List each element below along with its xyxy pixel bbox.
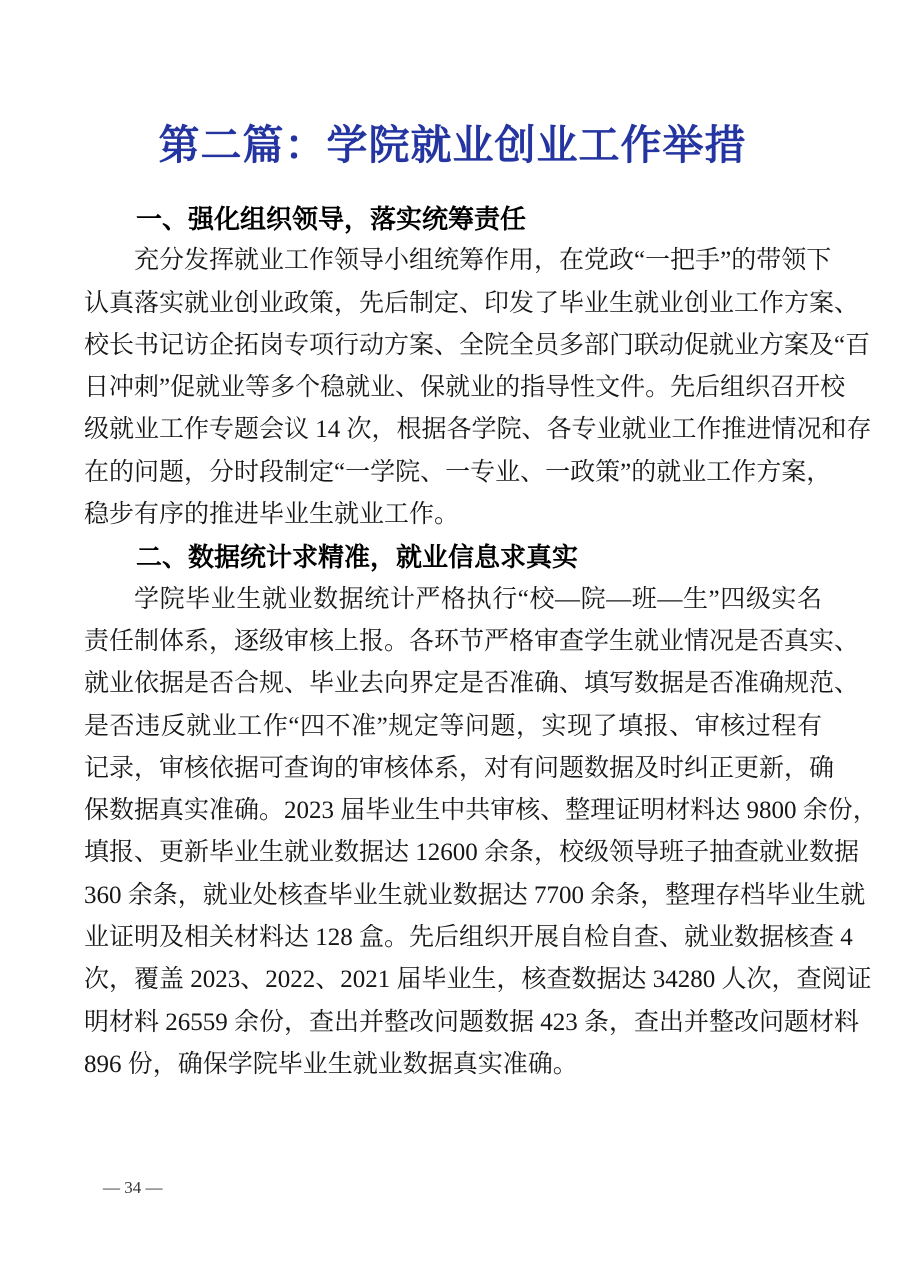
- paragraph-line: 次，覆盖 2023、2022、2021 届毕业生，核查数据达 34280 人次，查阅证: [84, 966, 872, 994]
- paragraph-line: 级就业工作专题会议 14 次，根据各学院、各专业就业工作推进情况和存: [84, 416, 872, 444]
- section-heading-2: 二、数据统计求精准，就业信息求真实: [136, 542, 579, 573]
- document-body: [84, 198, 878, 1086]
- paragraph-line: 是否违反就业工作“四不准”规定等问题，实现了填报、审核过程有: [84, 712, 822, 740]
- paragraph-line: 保数据真实准确。2023 届毕业生中共审核、整理证明材料达 9800 余份，: [84, 797, 878, 825]
- paragraph-line: 校长书记访企拓岗专项行动方案、全院全员多部门联动促就业方案及“百: [84, 331, 871, 359]
- paragraph-line: 填报、更新毕业生就业数据达 12600 余条，校级领导班子抽查就业数据: [84, 839, 860, 867]
- paragraph-line: 责任制体系，逐级审核上报。各环节严格审查学生就业情况是否真实、: [84, 627, 860, 655]
- paragraph-line: 业证明及相关材料达 128 盒。先后组织开展自检自查、就业数据核查 4: [84, 924, 853, 952]
- paragraph-line: 896 份，确保学院毕业生就业数据真实准确。: [84, 1050, 578, 1078]
- paragraph-line: 认真落实就业创业政策，先后制定、印发了毕业生就业创业工作方案、: [84, 289, 860, 317]
- page-title: 第二篇：学院就业创业工作举措: [158, 122, 747, 168]
- paragraph-line: 记录，审核依据可查询的审核体系，对有问题数据及时纠正更新，确: [84, 754, 835, 782]
- paragraph-line: 稳步有序的推进毕业生就业工作。: [84, 501, 460, 529]
- paragraph-line: 就业依据是否合规、毕业去向界定是否准确、填写数据是否准确规范、: [84, 670, 860, 698]
- section-heading-1: 一、强化组织领导，落实统筹责任: [136, 204, 527, 234]
- paragraph-line: 360 余条，就业处核查毕业生就业数据达 7700 余条，整理存档毕业生就: [84, 881, 866, 909]
- paragraph-line: 在的问题，分时段制定“一学院、一专业、一政策”的就业工作方案，: [84, 458, 832, 486]
- paragraph-line: 日冲刺”促就业等多个稳就业、保就业的指导性文件。先后组织召开校: [84, 374, 846, 402]
- paragraph-line: 充分发挥就业工作领导小组统筹作用，在党政“一把手”的带领下: [134, 247, 832, 275]
- paragraph-line: 明材料 26559 余份，查出并整改问题数据 423 条，查出并整改问题材料: [84, 1008, 860, 1036]
- paragraph-line: 学院毕业生就业数据统计严格执行“校—院—班—生”四级实名: [134, 585, 822, 613]
- page-number: — 34 —: [103, 1178, 163, 1197]
